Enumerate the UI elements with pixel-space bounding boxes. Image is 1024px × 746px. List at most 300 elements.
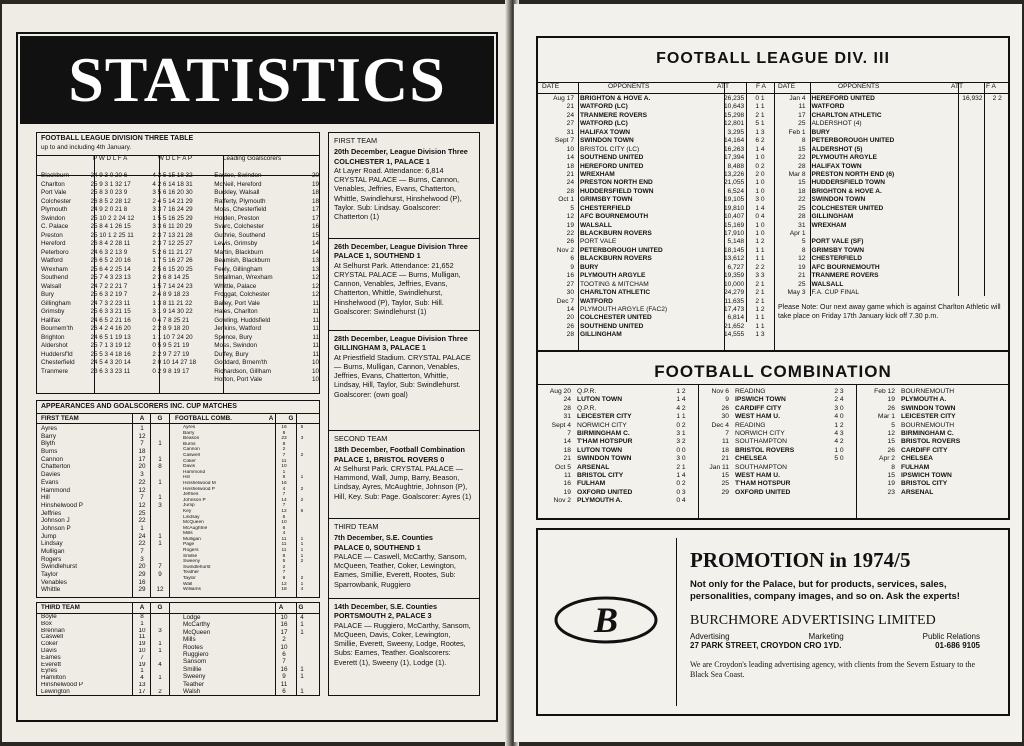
player-apps: 8: [282, 475, 286, 481]
comb-score: [828, 464, 850, 472]
g-header: G: [157, 604, 163, 611]
comb-date: Nov 6: [711, 388, 729, 395]
g-header: G: [288, 414, 294, 422]
player-goals: 1: [300, 581, 304, 587]
comb-date: 30: [721, 413, 729, 421]
comb-score: 2 4: [834, 396, 844, 404]
player-goals: 4: [300, 614, 304, 621]
player-name: Burns: [183, 441, 196, 447]
fixture-score: [984, 179, 1010, 187]
fixture-row: [778, 205, 1010, 213]
player-row: [41, 479, 177, 487]
league-row: [41, 334, 319, 343]
fixture-opponent: BURY: [811, 128, 830, 136]
player-goals: 5: [300, 425, 304, 430]
fixture-score: 1 4: [755, 204, 765, 212]
comb-score: 0 4: [676, 497, 686, 505]
combination-row: [542, 489, 698, 497]
player-row: [41, 540, 177, 548]
league-cell: 2 3 7 12 25 27: [152, 240, 193, 247]
comb-score: 1 1: [676, 413, 686, 421]
fixture-score: [984, 120, 1010, 128]
league-cell: Bury: [41, 291, 54, 298]
combination-row: [542, 497, 698, 505]
fixture-score: [984, 255, 1010, 263]
fixture-opponent: PORT VALE: [580, 238, 617, 246]
player-goals: 9: [158, 571, 162, 579]
league-cell: 25 10 2 2 24 12: [90, 214, 135, 222]
player-goals: 4: [300, 587, 304, 593]
league-cell: 1 5 7 14 24 23: [152, 282, 193, 290]
combination-row: [542, 413, 698, 421]
phone: 01-686 9105: [935, 641, 980, 650]
player-name: Swindlehurst: [41, 563, 78, 571]
fixture-att: 26,235: [724, 95, 745, 102]
player-apps: 8: [282, 441, 286, 447]
report-match: PALACE 1, BRISTOL ROVERS 0: [334, 454, 445, 464]
player-row: [41, 641, 177, 648]
player-row: [41, 614, 177, 621]
player-apps: 10: [280, 643, 288, 651]
player-name: Cannon: [183, 447, 200, 453]
player-goals: 4: [158, 661, 162, 668]
player-goals: 3: [300, 436, 304, 442]
fixture-date: 20: [566, 314, 574, 322]
match-report: [329, 239, 479, 331]
player-name: Whittle: [41, 586, 61, 594]
fixture-score: 2 0: [755, 170, 765, 178]
report-tag: THIRD TEAM: [334, 522, 379, 531]
comb-opponent: ARSENAL: [901, 488, 934, 496]
combination-row: [858, 480, 1008, 488]
comb-date: 18: [721, 446, 729, 454]
fixture-date: Oct 1: [558, 196, 574, 204]
league-cell: 25 10 1 2 25 11: [90, 231, 134, 239]
comb-score: 5 0: [834, 455, 844, 463]
fixture-score: 1 0: [755, 221, 765, 229]
comb-opponent: Q.P.R.: [577, 404, 597, 412]
fixture-score: 6 2: [755, 137, 765, 145]
league-cell: Guthrie, Southend: [214, 231, 266, 239]
player-goals: 1: [300, 536, 304, 542]
comb-date: 19: [887, 480, 895, 488]
player-apps: 2: [282, 564, 286, 570]
player-goals: [151, 579, 169, 587]
league-cell: 0 5 9 5 21 19: [152, 342, 190, 349]
fixture-att: 13,612: [724, 255, 745, 263]
player-name: Lodge: [183, 614, 201, 621]
comb-score: 4 2: [834, 438, 844, 446]
comb-opponent: PLYMOUTH A.: [901, 396, 947, 404]
comb-date: Dec 4: [711, 421, 729, 429]
league-row: [41, 351, 319, 360]
league-cell: 11: [312, 308, 319, 315]
fixture-att: 11,635: [724, 297, 744, 305]
league-cell: Walsall: [41, 282, 62, 290]
comb-opponent: OXFORD UNITED: [735, 488, 791, 496]
comb-score: 1 4: [676, 471, 686, 479]
fixture-att: 8,488: [727, 162, 744, 170]
player-apps: 9: [282, 673, 286, 681]
comb-date: 19: [887, 396, 895, 404]
fixture-date: 28: [798, 162, 806, 170]
player-apps: 9: [282, 576, 286, 582]
report-date: 7th December, S.E. Counties: [334, 533, 433, 543]
league-cell: [41, 376, 91, 385]
comb-score: 2 1: [676, 463, 686, 471]
comb-opponent: CHELSEA: [735, 455, 767, 463]
third-team-header: [37, 604, 319, 613]
comb-score: 2 3: [834, 388, 844, 395]
report-tag: FIRST TEAM: [334, 136, 378, 145]
div3-title: FOOTBALL LEAGUE DIV. III: [656, 50, 890, 67]
fixture-opponent: ALDERSHOT (4): [811, 120, 862, 128]
comb-date: 28: [563, 404, 571, 412]
comb-score: 4 2: [676, 404, 686, 412]
fixture-score: [984, 188, 1010, 196]
combination-row: [858, 413, 1008, 421]
league-cell: Halifax: [41, 316, 61, 324]
comb-date: 7: [725, 429, 729, 437]
player-row: [41, 579, 177, 587]
player-name: Eyres: [41, 668, 58, 675]
player-apps: 5: [282, 559, 286, 565]
comb-opponent: CARDIFF CITY: [735, 404, 782, 412]
comb-date: 15: [721, 471, 729, 479]
fixture-att: 17,910: [724, 230, 745, 237]
first-team-rows: [41, 425, 177, 594]
fixture-opponent: PORT VALE (SF): [811, 238, 864, 246]
player-apps: 2: [282, 447, 286, 453]
date-header: DATE: [778, 83, 796, 90]
league-row: [41, 325, 319, 334]
fixture-score: [984, 103, 1010, 111]
player-apps: 12: [138, 501, 146, 509]
league-row: [41, 376, 319, 385]
report-date: 26th December, League Division Three: [334, 242, 468, 251]
combination-row: [858, 396, 1008, 404]
fixture-opponent: WATFORD (LC): [580, 120, 628, 128]
comb-opponent: NORWICH CITY: [577, 421, 627, 429]
player-goals: 1: [158, 540, 162, 548]
fixture-date: 25: [798, 280, 806, 288]
fixture-score: [984, 247, 1010, 255]
fixture-att: [955, 137, 985, 145]
combination-row: [542, 447, 698, 455]
fixture-date: 25: [798, 120, 806, 128]
match-report: [329, 133, 479, 239]
fixture-opponent: BRISTOL CITY (LC): [580, 145, 640, 153]
comb-col3: [858, 388, 1008, 497]
league-cell: 26 8 5 2 28 12: [90, 197, 131, 205]
league-row: [41, 368, 319, 377]
report-match: PORTSMOUTH 2, PALACE 3: [334, 611, 432, 621]
league-cell: 5 2 6 11 21 27: [152, 248, 193, 256]
date-header: DATE: [542, 83, 560, 90]
player-apps: 20: [138, 463, 146, 471]
player-goals: 8: [158, 463, 162, 471]
report-tag: SECOND TEAM: [334, 434, 388, 443]
player-goals: 12: [156, 586, 164, 594]
comb-opponent: BRISTOL ROVERS: [735, 446, 795, 454]
comb-opponent: BRISTOL CITY: [901, 480, 948, 488]
comb-date: 7: [567, 429, 571, 437]
player-apps: 8: [282, 430, 286, 436]
comb-opponent: CHELSEA: [901, 455, 933, 463]
comb-date: Sept 4: [551, 421, 571, 429]
g-header: G: [298, 604, 304, 611]
fixture-date: 24: [566, 179, 574, 187]
league-cell: Lewis, Grimsby: [214, 240, 258, 247]
player-apps: 11: [138, 634, 146, 641]
player-apps: 3: [140, 555, 144, 563]
player-name: Barry: [41, 432, 57, 440]
player-goals: 2: [300, 497, 304, 503]
player-apps: 18: [281, 587, 287, 593]
fixture-date: 19: [798, 263, 806, 271]
comb-date: 26: [721, 404, 729, 412]
fixture-score: [984, 112, 1010, 120]
player-goals: [151, 433, 169, 441]
player-apps: 6: [282, 525, 286, 531]
player-apps: 6: [282, 687, 286, 695]
player-apps: 19: [138, 641, 146, 648]
player-apps: 7: [140, 654, 144, 661]
league-table-title: FOOTBALL LEAGUE DIVISION THREE TABLE: [41, 135, 194, 142]
player-row: [41, 463, 177, 471]
fixture-att: 6,814: [727, 314, 744, 322]
fixture-opponent: AFC BOURNEMOUTH: [811, 263, 880, 271]
div3-header-right: [778, 83, 1010, 91]
fixture-score: 1 0: [755, 230, 765, 237]
fixture-att: 19,810: [724, 204, 745, 212]
combination-row: [700, 388, 856, 396]
player-apps: 10: [138, 627, 146, 634]
fixture-att: 21,652: [724, 322, 745, 330]
combination-row: [858, 472, 1008, 480]
player-goals: 1: [300, 673, 304, 681]
league-cell: 18: [311, 197, 319, 205]
player-row: [41, 648, 177, 655]
fixture-att: 12,801: [724, 120, 745, 128]
combination-row: [542, 455, 698, 463]
league-cell: Bournem'th: [41, 325, 74, 332]
league-cell: Holden, Preston: [214, 214, 260, 222]
fixture-opponent: HALIFAX TOWN: [580, 128, 631, 136]
report-match: GILLINGHAM 3, PALACE 1: [334, 343, 426, 353]
league-row: [41, 308, 319, 317]
comb-opponent: Q.P.R.: [577, 388, 597, 395]
service-advertising: Advertising: [690, 632, 730, 641]
player-name: McCarthy: [183, 621, 210, 629]
player-row: [41, 502, 177, 510]
div3-note: Please Note: Our next away game which is against Charlton Athletic will take place on Friday 17th January kick off 7.30 p.m.: [778, 304, 1001, 320]
league-cell: Goddard, Brnem'th: [214, 359, 268, 366]
player-apps: 17: [138, 688, 146, 695]
comb-date: 19: [563, 488, 571, 496]
fixture-score: 2 1: [755, 297, 765, 305]
logo-letter: B: [593, 600, 619, 640]
combination-row: [542, 396, 698, 404]
fixture-opponent: WATFORD (LC): [580, 103, 628, 111]
fixture-att: 10,000: [724, 280, 745, 288]
fixture-date: Dec 7: [556, 297, 574, 305]
fixture-score: 1 0: [755, 187, 765, 195]
combination-row: [542, 405, 698, 413]
league-cell: Eastoe, Swindon: [214, 172, 262, 179]
player-name: Ayres: [41, 425, 57, 432]
player-name: Ruggiero: [183, 650, 209, 658]
player-goals: 2: [300, 576, 304, 582]
player-name: Davis: [41, 647, 57, 654]
combination-row: [700, 464, 856, 472]
player-apps: 7: [140, 548, 144, 555]
fixture-opponent: TOOTING & MITCHAM: [580, 280, 649, 288]
fixture-att: 14,164: [724, 137, 745, 145]
fixture-opponent: WALSALL: [580, 221, 612, 229]
g-header: G: [157, 414, 163, 422]
league-cell: Moss, Chesterfield: [214, 206, 267, 213]
league-cell: Grimsby: [41, 308, 65, 315]
player-goals: [151, 556, 169, 564]
player-row: [41, 563, 177, 571]
report-body: At Selhurst Park. CRYSTAL PALACE — Hammond, Wall, Jump, Barry, Beason, Lindsay, Ayres, McAughtrie, Johnson (P), Hill, Key. Sub: Page. Goalscorer: Ayres (1): [334, 463, 472, 501]
player-goals: 1: [158, 478, 162, 486]
league-cell: 17: [311, 214, 319, 222]
fixture-date: 22: [798, 154, 806, 162]
league-row: [41, 291, 319, 300]
player-goals: 1: [158, 675, 162, 682]
player-name: Teather: [183, 680, 205, 688]
player-goals: [151, 668, 169, 675]
fixture-date: 19: [566, 221, 574, 229]
comb-date: Nov 2: [553, 497, 571, 505]
fixture-score: [984, 230, 1010, 238]
league-cell: 24 6 5 1 19 13: [90, 333, 131, 341]
combination-row: [542, 438, 698, 446]
fixture-row: [778, 129, 1010, 137]
fixture-row: [778, 137, 1010, 145]
comb-date: Aug 20: [549, 388, 571, 395]
fixture-date: 27: [566, 120, 574, 128]
player-row: [41, 621, 177, 628]
fixture-date: 6: [570, 255, 574, 263]
league-cell: Spence, Bury: [214, 333, 253, 341]
fixture-att: 5,148: [727, 238, 744, 246]
combination-row: [542, 388, 698, 396]
comb-date: 9: [725, 396, 729, 404]
player-name: Mills: [183, 636, 196, 644]
fixture-att: 19,359: [724, 272, 745, 280]
league-cell: Wrexham: [41, 265, 68, 273]
player-apps: 1: [140, 668, 144, 675]
comb-col2: [700, 388, 856, 497]
fixture-score: 2 2: [992, 95, 1002, 102]
fixture-date: 17: [798, 111, 806, 119]
fixture-opponent: GILLINGHAM: [580, 331, 622, 339]
appearances-table: [36, 400, 320, 598]
player-goals: [151, 525, 169, 533]
player-name: Ayres: [183, 425, 196, 430]
player-apps: 4: [282, 486, 286, 492]
player-name: Jeffries: [183, 492, 199, 498]
fixture-date: 15: [798, 145, 806, 153]
league-cell: 23 6 3 3 23 11: [90, 367, 131, 375]
player-row: [41, 517, 177, 525]
league-cell: 15: [311, 231, 319, 239]
player-apps: 11: [281, 542, 287, 548]
comb-header: FOOTBALL COMB.: [175, 414, 232, 422]
player-name: Venables: [41, 578, 67, 586]
fixture-row: [778, 120, 1010, 128]
player-apps: 11: [281, 458, 287, 464]
comb-date: 26: [887, 404, 895, 412]
comb-date: 24: [563, 396, 571, 404]
fixture-score: [984, 222, 1010, 230]
comb-score: 3 0: [834, 404, 844, 412]
fixture-att: [955, 120, 985, 128]
fixture-score: [984, 205, 1010, 213]
league-cell: 12: [311, 282, 319, 290]
player-goals: 6: [300, 508, 304, 514]
fixture-date: 31: [798, 221, 806, 229]
player-goals: [151, 510, 169, 518]
player-apps: 12: [281, 508, 287, 514]
league-cell: 11: [312, 325, 319, 332]
fixture-opponent: TRANMERE ROVERS: [811, 272, 879, 280]
comb-opponent: SOUTHAMPTON: [735, 463, 787, 471]
comb-date: Mar 1: [877, 413, 895, 421]
fixture-date: Nov 2: [556, 246, 574, 254]
player-name: Mills: [183, 531, 193, 537]
fixture-date: Sept 7: [554, 137, 574, 145]
burchmore-logo: [548, 540, 666, 706]
fixture-opponent: SOUTHEND UNITED: [580, 322, 644, 330]
player-name: Cannon: [41, 455, 64, 463]
report-date: 20th December, League Division Three: [334, 147, 468, 157]
combination-row: [542, 480, 698, 488]
fixture-opponent: CHARLTON ATHLETIC: [811, 111, 882, 119]
fixture-row: [778, 196, 1010, 204]
league-cell: 10: [311, 359, 319, 366]
player-name: Eames: [41, 654, 61, 661]
player-apps: 3: [140, 471, 144, 479]
player-name: Hinshelwood P: [183, 486, 215, 492]
player-apps: 18: [138, 448, 146, 456]
league-cell: 24 5 4 3 20 14: [90, 359, 131, 366]
player-apps: 13: [138, 681, 146, 688]
league-table: [36, 132, 320, 394]
comb-opponent: CARDIFF CITY: [901, 446, 948, 454]
league-cell: 11: [312, 342, 319, 349]
player-name: Taylor: [41, 571, 58, 579]
fixture-att: [955, 196, 985, 204]
fa-header: F A: [986, 83, 996, 90]
fixture-score: 5 1: [755, 120, 765, 128]
league-table-rows: [37, 172, 319, 385]
fixture-row: [778, 247, 1010, 255]
league-row: [41, 266, 319, 275]
left-page: [2, 4, 510, 742]
fixture-score: [984, 146, 1010, 154]
fixture-date: 28: [566, 331, 574, 339]
fixture-att: 17,394: [724, 154, 745, 162]
league-cell: Martin, Blackburn: [214, 248, 264, 256]
player-goals: 1: [158, 641, 162, 648]
player-goals: [151, 614, 169, 621]
player-goals: [151, 634, 169, 641]
comb-score: 0 2: [676, 480, 686, 488]
